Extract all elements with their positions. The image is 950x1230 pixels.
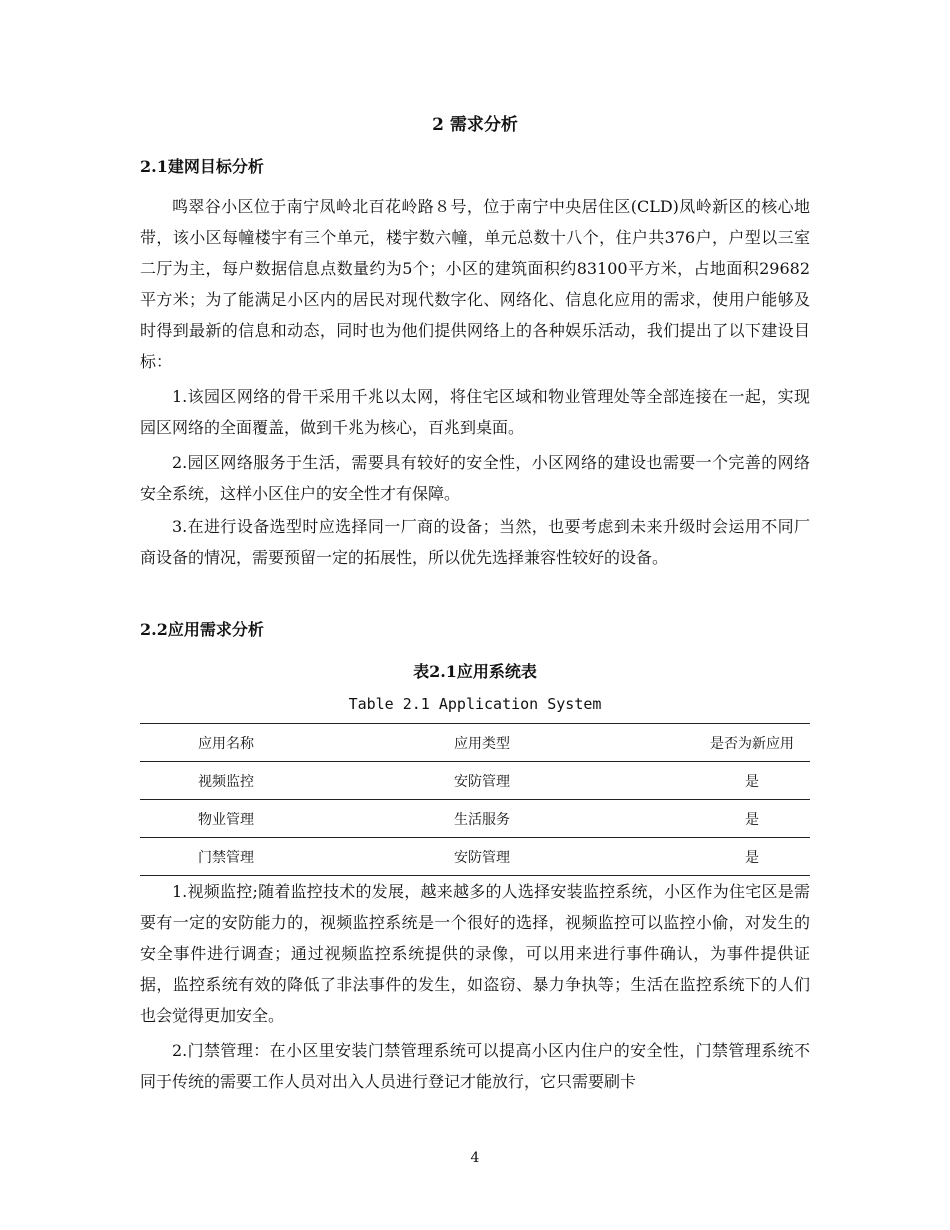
page-number: 4 xyxy=(470,1150,480,1166)
section-title-2-1: 2.1建网目标分析 xyxy=(140,157,264,176)
table-caption-en: Table 2.1 Application System xyxy=(348,695,602,713)
header-app-name: 应用名称 xyxy=(140,724,398,762)
header-app-type: 应用类型 xyxy=(398,724,654,762)
cell-app-name: 视频监控 xyxy=(140,762,398,800)
chapter-title: 2 需求分析 xyxy=(432,115,518,135)
cell-app-name: 物业管理 xyxy=(140,800,398,838)
section-title-2-2: 2.2应用需求分析 xyxy=(140,620,264,639)
cell-app-type: 生活服务 xyxy=(398,800,654,838)
cell-is-new: 是 xyxy=(654,800,810,838)
cell-app-name: 门禁管理 xyxy=(140,838,398,876)
table-row xyxy=(140,762,810,800)
cell-app-type: 安防管理 xyxy=(398,838,654,876)
application-system-table xyxy=(140,723,810,876)
document-page xyxy=(140,0,810,1230)
intro-paragraph: 鸣翠谷小区位于南宁凤岭北百花岭路８号，位于南宁中央居住区(CLD)凤岭新区的核心地带，该小区每幢楼宇有三个单元，楼宇数六幢，单元总数十八个，住户共376户，户型以三室二厅为主，每户数据信息点数量约为5个；小区的建筑面积约83100平方米，占地面积29682平方米；为了能满足小区内的居民对现代数字化、网络化、信息化应用的需求，使用户能够及时得到最新的信息和动态，同时也为他们提供网络上的各种娱乐活动，我们提出了以下建设目标： xyxy=(140,197,810,371)
cell-is-new: 是 xyxy=(654,838,810,876)
goal-paragraph-3: 3.在进行设备选型时应选择同一厂商的设备；当然，也要考虑到未来升级时会运用不同厂商设备的情况，需要预留一定的拓展性，所以优先选择兼容性较好的设备。 xyxy=(140,517,810,567)
goal-paragraph-2: 2.园区网络服务于生活，需要具有较好的安全性，小区网络的建设也需要一个完善的网络安全系统，这样小区住户的安全性才有保障。 xyxy=(140,453,810,503)
cell-app-type: 安防管理 xyxy=(398,762,654,800)
table-caption-cn: 表2.1应用系统表 xyxy=(413,662,537,681)
table-row xyxy=(140,800,810,838)
goal-paragraph-1: 1.该园区网络的骨干采用千兆以太网，将住宅区域和物业管理处等全部连接在一起，实现园区网络的全面覆盖，做到千兆为核心，百兆到桌面。 xyxy=(140,387,810,437)
access-control-paragraph: 2.门禁管理：在小区里安装门禁管理系统可以提高小区内住户的安全性，门禁管理系统不同于传统的需要工作人员对出入人员进行登记才能放行，它只需要刷卡 xyxy=(140,1041,810,1091)
header-is-new: 是否为新应用 xyxy=(654,724,810,762)
table-header-row xyxy=(140,724,810,762)
cell-is-new: 是 xyxy=(654,762,810,800)
table-row xyxy=(140,838,810,876)
video-surveillance-paragraph: 1.视频监控;随着监控技术的发展，越来越多的人选择安装监控系统，小区作为住宅区是需要有一定的安防能力的，视频监控系统是一个很好的选择，视频监控可以监控小偷，对发生的安全事件进行调查；通过视频监控系统提供的录像，可以用来进行事件确认，为事件提供证据，监控系统有效的降低了非法事件的发生，如盗窃、暴力争执等；生活在监控系统下的人们也会觉得更加安全。 xyxy=(140,882,810,1025)
